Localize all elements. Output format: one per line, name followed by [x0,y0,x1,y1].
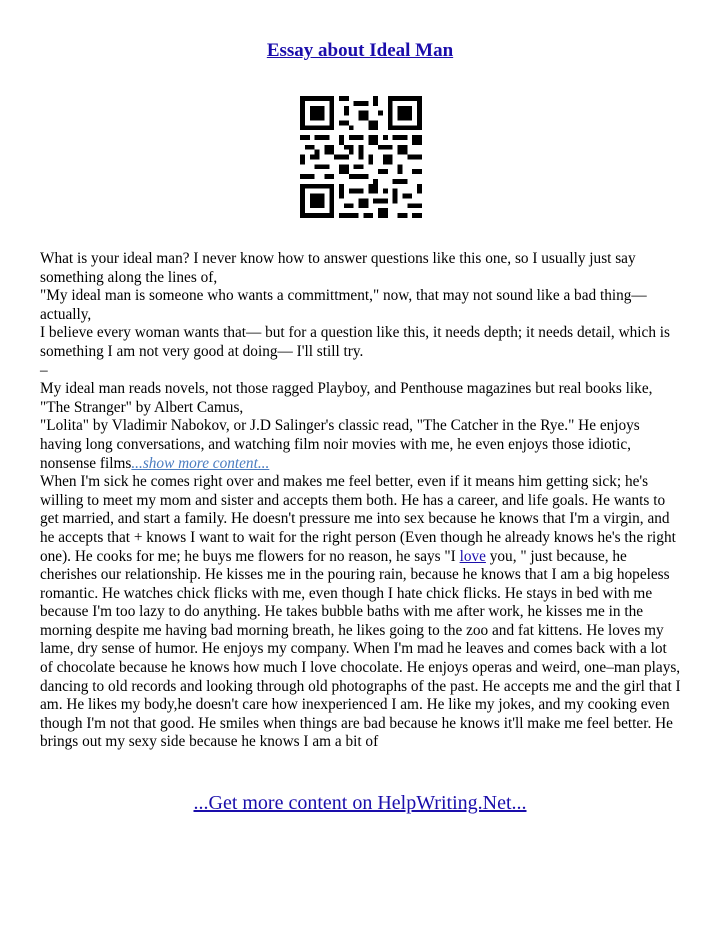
paragraph: "My ideal man is someone who wants a committment," now, that may not sound like a bad thing— actually, [40,287,647,323]
qr-code-icon [300,96,422,218]
get-more-content-link[interactable]: ...Get more content on HelpWriting.Net... [193,792,527,814]
paragraph [40,417,682,473]
paragraph: I believe every woman wants that— but for a question like this, it needs depth; it needs detail, which is something I am not very good at doing— I'll still try. [40,324,670,360]
separator-dash: – [40,361,48,379]
essay-body [40,250,682,752]
paragraph-text: you, " just because, he cherishes our relationship. He kisses me in the pouring rain, because he knows that I am a big hopeless romantic. He watches chick flicks with me, even though I hate chick flicks. He stays in bed with me because I'm too lazy to do anything. He takes bubble baths with me after work, he kisses me in the morning despite me having bad morning breath, he likes going to the zoo and fat kittens. He loves my lame, dry sense of humor. He enjoys my company. When I'm mad he leaves and comes back with a lot of chocolate because he knows how much I love chocolate. He enjoys operas and weird, one–man plays, dancing to old records and looking through old photographs of the past. He accepts me and the girl that I am. He likes my body,he doesn't care how inexperienced I am. He like my jokes, and my cooking even though I'm not that good. He smiles when things are bad because he knows it'll make me feel better. He brings out my sexy side because he knows I am a bit of [40,547,681,751]
paragraph-text: "Lolita" by Vladimir Nabokov, or J.D Salinger's classic read, "The Catcher in the Rye." He enjoys having long conversations, and watching film noir movies with me, he even enjoys those idiotic, nonsense films [40,417,640,472]
love-link[interactable]: love [459,547,486,565]
paragraph-text: When I'm sick he comes right over and makes me feel better, even if it means him getting sick; he's willing to meet my mom and sister and accepts them both. He has a career, and life goals. He wants to get married, and start a family. He doesn't pressure me into sex because he knows that I'm a virgin, and he accepts that + knows I want to wait for the right person (Even though he already knows he's the right one). He cooks for me; he buys me flowers for no reason, he says "I [40,473,676,565]
paragraph: My ideal man reads novels, not those ragged Playboy, and Penthouse magazines but real books like, "The Stranger" by Albert Camus, [40,380,653,416]
show-more-link[interactable]: ...show more content... [131,454,270,472]
paragraph: What is your ideal man? I never know how to answer questions like this one, so I usually just say something along the lines of, [40,250,636,286]
paragraph [40,473,682,752]
essay-title-link[interactable]: Essay about Ideal Man [266,40,454,61]
